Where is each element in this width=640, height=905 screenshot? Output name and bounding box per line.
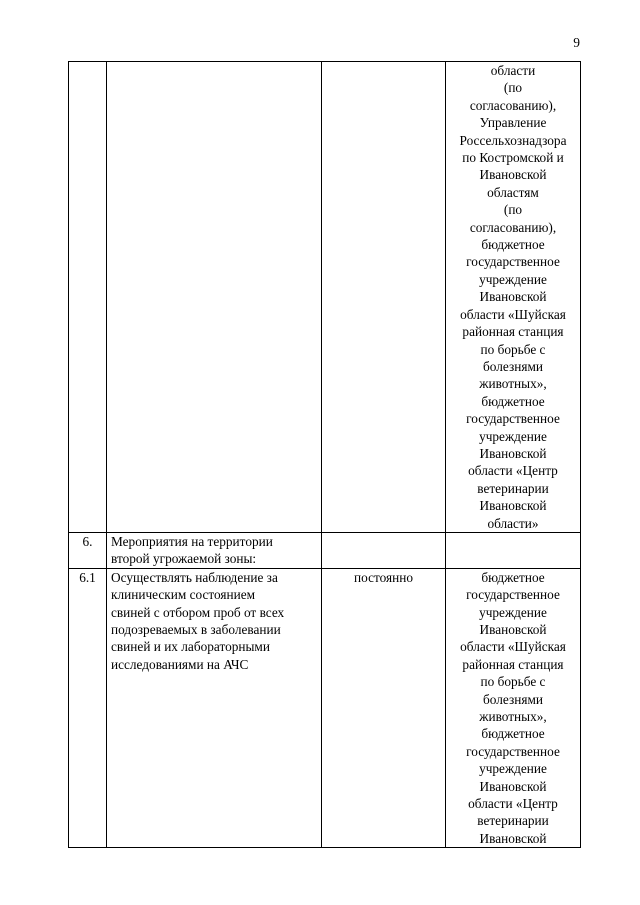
executor-line: области «Центр [468,796,558,812]
executor-line: государственное [466,254,560,270]
executor-line: согласованию), [469,219,557,235]
page-number: 9 [573,35,580,50]
executor-line: государственное [466,411,560,427]
executor-line: государственное [466,587,560,603]
executor-line: по Костромской и [462,150,564,166]
executor-line: учреждение [479,271,547,287]
executor-line: бюджетное [481,237,545,253]
table-row-item-6-1 [69,568,581,848]
measures-table [68,61,581,848]
executor-line: Ивановской [479,830,547,846]
executor-line: районная станция [462,324,564,340]
cell-number [69,62,107,533]
executor-line: животных», [479,709,547,725]
cell-number: 6. [69,532,107,568]
task-line: Осуществлять наблюдение за [111,569,278,585]
task-line: второй угрожаемой зоны: [111,551,257,567]
task-line: Мероприятия на территории [111,533,273,549]
executor-line: Россельхознадзора [459,132,567,148]
executor-line: области» [487,515,539,531]
executor-line: области «Центр [468,463,558,479]
task-line: свиней и их лабораторными [111,639,270,655]
executor-line: Ивановской [479,445,547,461]
executor-line: учреждение [479,604,547,620]
executor-line: Ивановской [479,498,547,514]
executor-line: Управление [479,115,547,131]
cell-term [322,532,446,568]
task-line: клиническим состоянием [111,587,256,603]
cell-executor [446,532,581,568]
executor-line: Ивановской [479,289,547,305]
executor-line: (по [503,202,523,218]
executor-line: Ивановской [479,167,547,183]
executor-line: учреждение [479,428,547,444]
table-row-section-6 [69,532,581,568]
cell-executor [446,62,581,533]
cell-task [107,568,322,848]
executor-line: (по [503,80,523,96]
executor-line: областям [487,184,539,200]
cell-executor [446,568,581,848]
executor-line: по борьбе с [480,341,546,357]
executor-line: области «Шуйская [460,639,566,655]
cell-term: постоянно [322,568,446,848]
cell-task [107,532,322,568]
task-line: свиней с отбором проб от всех [111,604,285,620]
executor-line: болезнями [483,358,543,374]
executor-line: болезнями [483,691,543,707]
executor-line: районная станция [462,656,564,672]
executor-line: бюджетное [481,726,545,742]
executor-line: области [490,63,536,78]
task-line: исследованиями на АЧС [111,656,249,672]
executor-line: по борьбе с [480,674,546,690]
cell-term [322,62,446,533]
executor-line: бюджетное [481,393,545,409]
cell-number: 6.1 [69,568,107,848]
executor-line: бюджетное [481,569,545,585]
executor-line: согласованию), [469,97,557,113]
task-line: подозреваемых в заболевании [111,622,281,637]
executor-line: Ивановской [479,778,547,794]
executor-line: области «Шуйская [460,306,566,322]
executor-line: учреждение [479,761,547,777]
executor-line: животных», [479,376,547,392]
executor-line: ветеринарии [477,480,549,496]
table-row-continuation [69,62,581,533]
executor-line: ветеринарии [477,813,549,829]
executor-line: Ивановской [479,622,547,637]
executor-line: государственное [466,743,560,759]
cell-task [107,62,322,533]
